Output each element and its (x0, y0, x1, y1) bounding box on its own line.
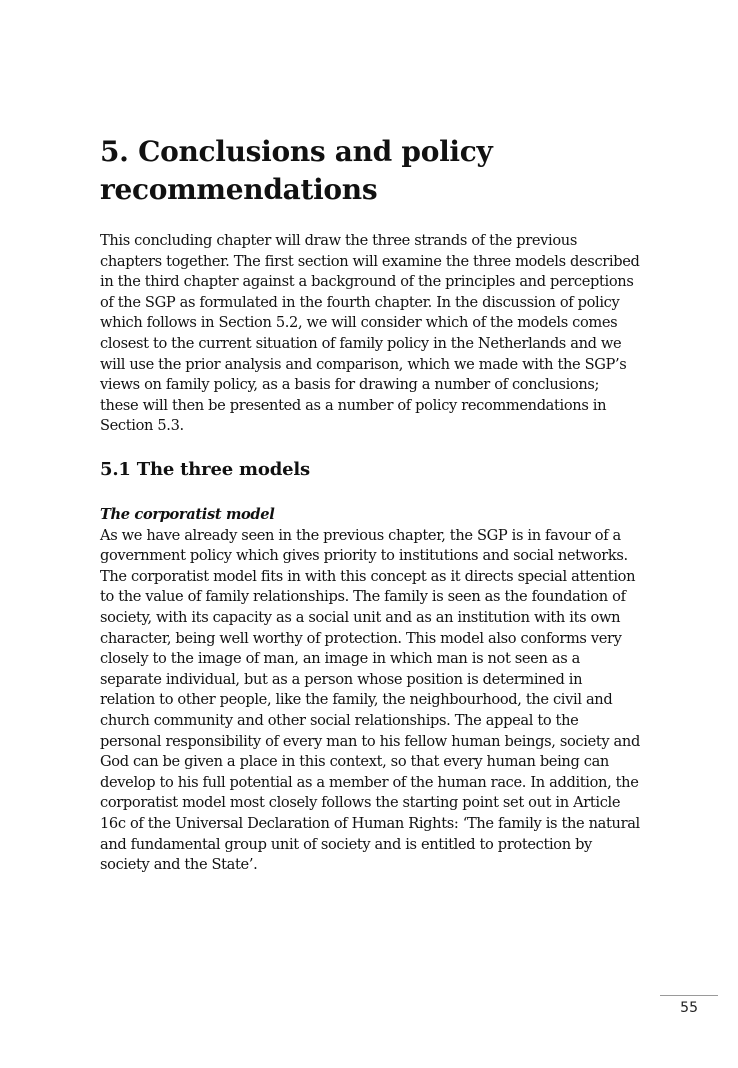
chapter-title: 5. Conclusions and policy recommendations (100, 135, 493, 206)
subsection-block (100, 505, 640, 876)
footer-rule (660, 995, 718, 996)
page-number: 55 (680, 1000, 698, 1016)
subsection-paragraph: As we have already seen in the previous chapter, the SGP is in favour of a government policy which gives priority to institutions and social networks. The corporatist model fits in with this concept as it directs special attention to the value of family relationships. The family is seen as the foundation of society, with its capacity as a social unit and as an institution with its own character, being well worthy of protection. This model also conforms very closely to the image of man, an image in which man is not seen as a separate individual, but as a person whose position is determined in relation to other people, like the family, the neighbourhood, the civil and church community and other social relationships. The appeal to the personal responsibility of every man to his fellow human beings, society and God can be given a place in this context, so that every human being can develop to his full potential as a member of the human race. In addition, the corporatist model most closely follows the starting point set out in Article 16c of the Universal Declaration of Human Rights: ‘The family is the natural and fundamental group unit of society and is entitled to protection by society and the State’. (100, 526, 640, 874)
intro-paragraph: This concluding chapter will draw the three strands of the previous chapters together. The first section will examine the three models described in the third chapter against a background of the principles and perceptions of the SGP as formulated in the fourth chapter. In the discussion of policy which follows in Section 5.2, we will consider which of the models comes closest to the current situation of family policy in the Netherlands and we will use the prior analysis and comparison, which we made with the SGP’s views on family policy, as a basis for drawing a number of conclusions; these will then be presented as a number of policy recommendations in Section 5.3. (100, 232, 640, 435)
section-heading: 5.1 The three models (100, 459, 310, 480)
subsection-heading: The corporatist model (100, 506, 275, 523)
